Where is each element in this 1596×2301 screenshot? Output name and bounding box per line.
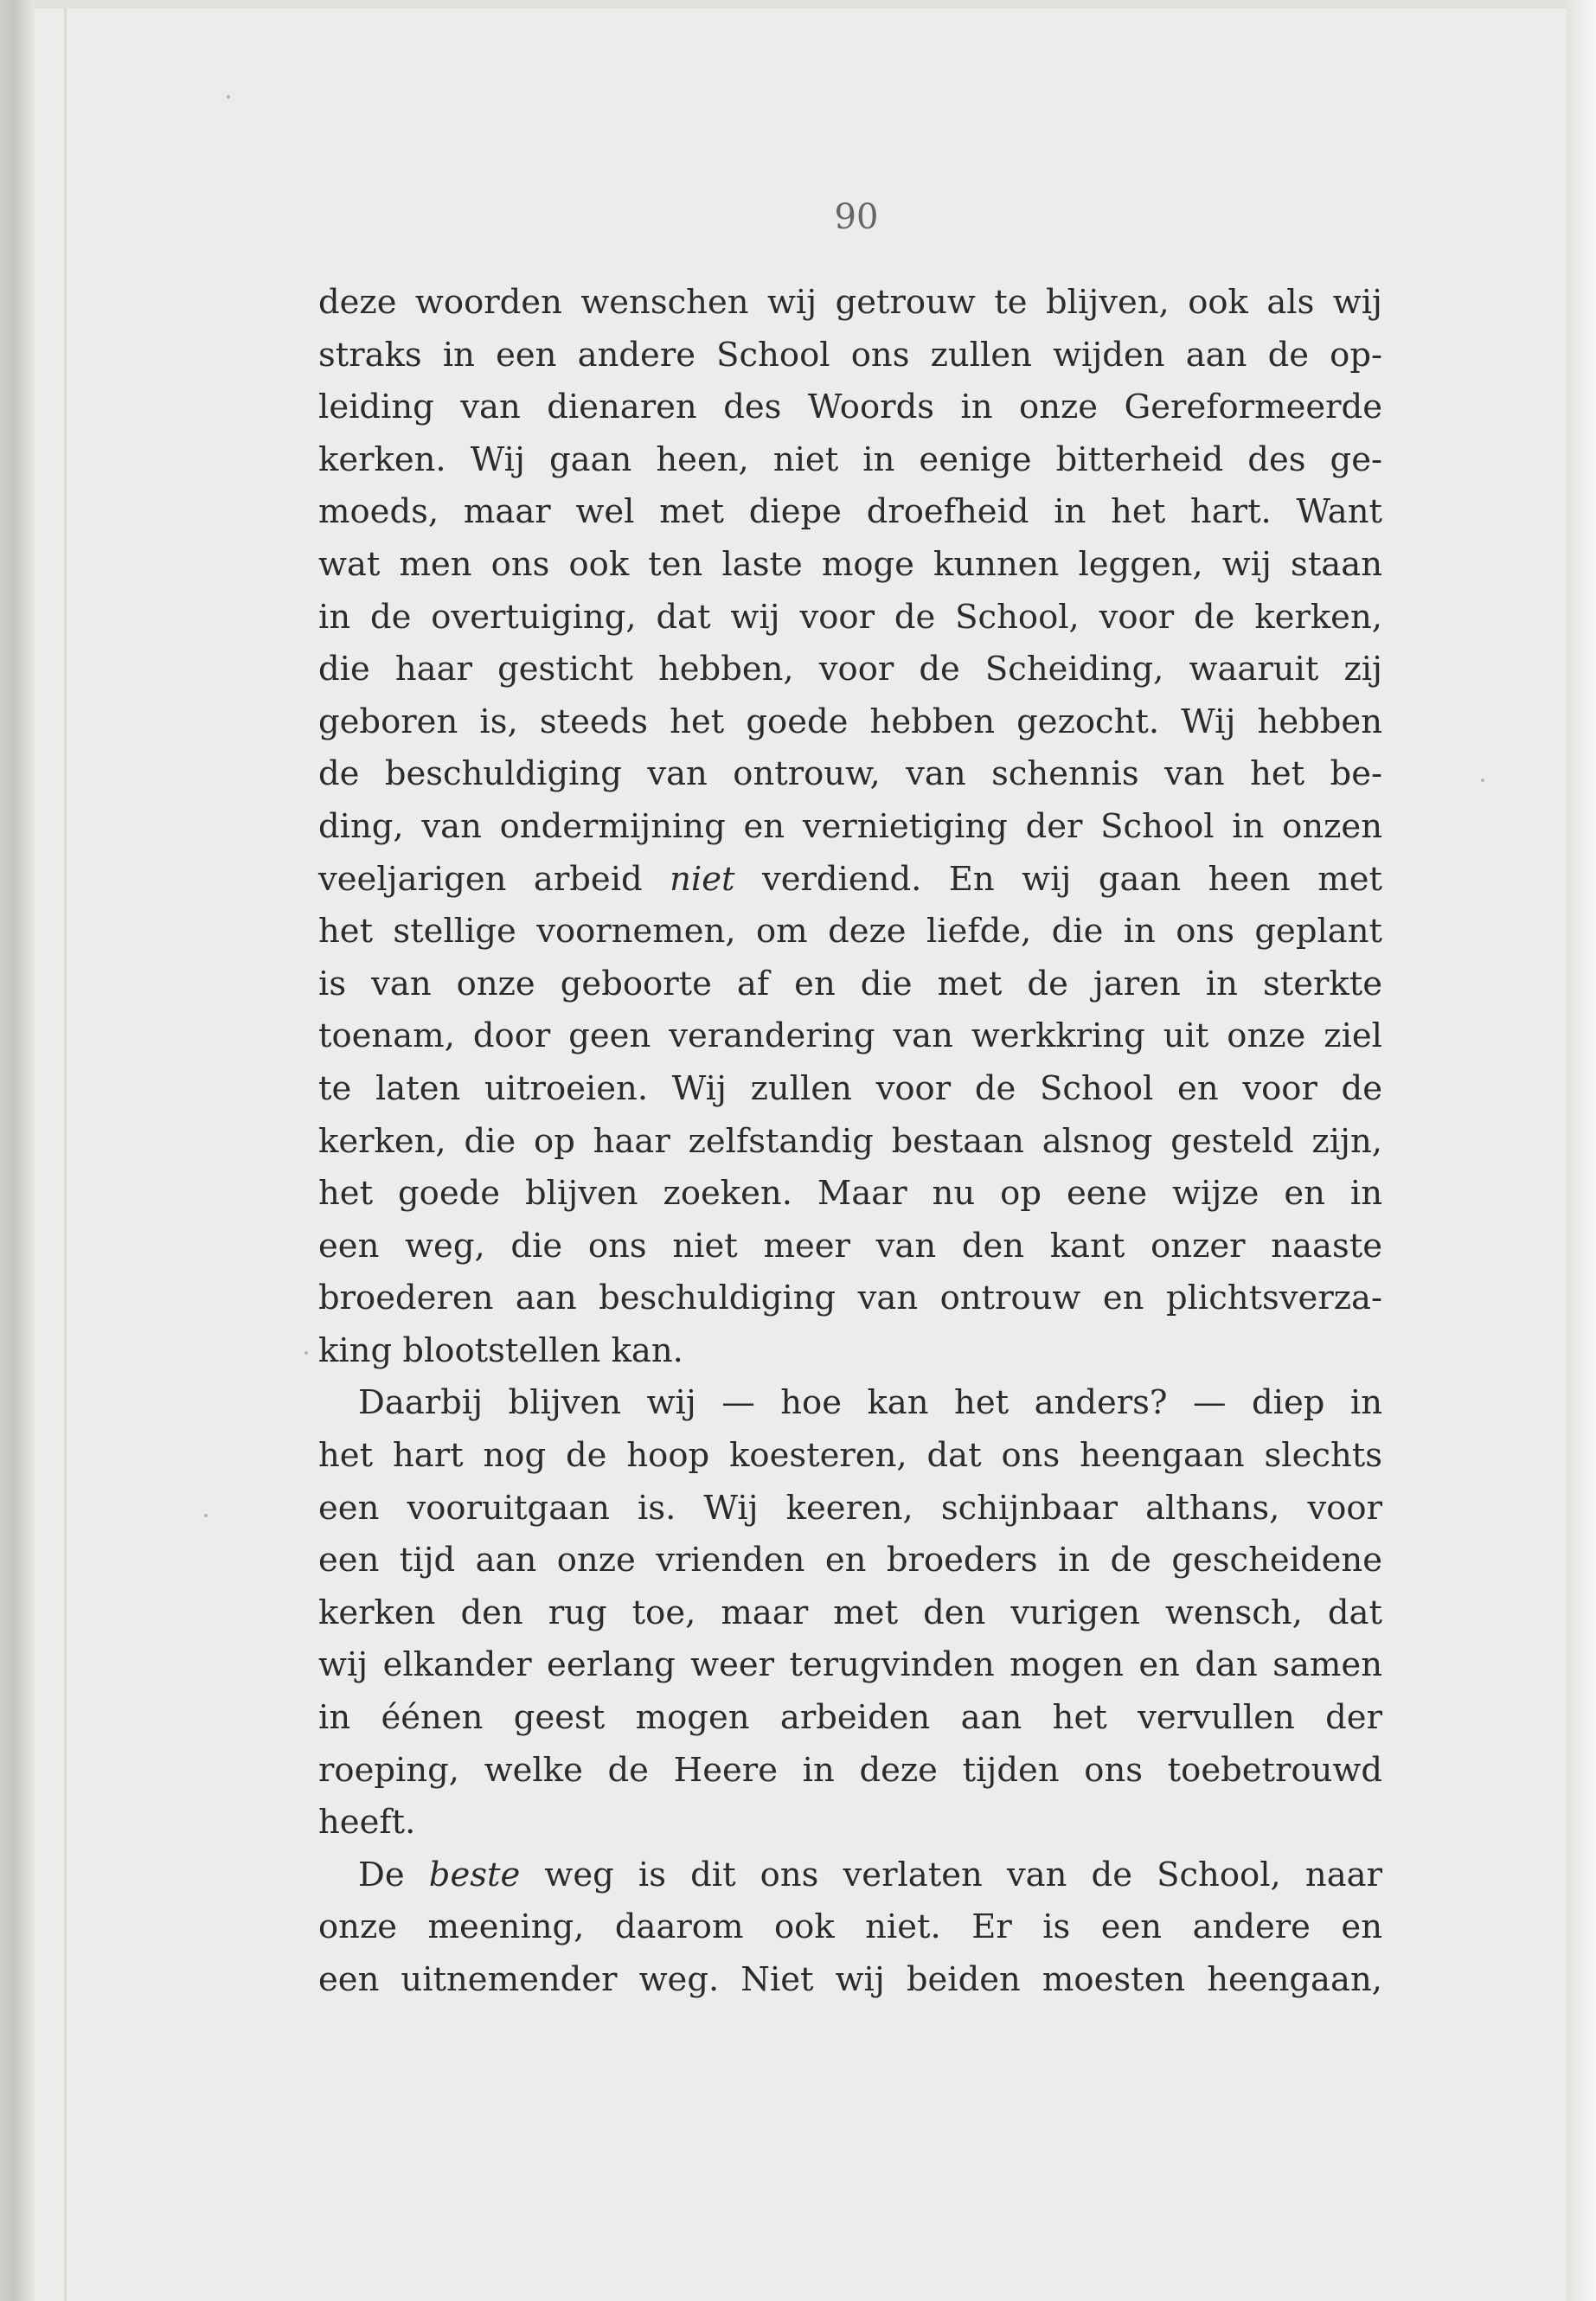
text-line: heeft. [318, 1803, 416, 1843]
text-line: De beste weg is dit ons verlaten van de School, naar [358, 1855, 1383, 1894]
text-line: onze meening, daarom ook niet. Er is een andere en [318, 1907, 1382, 1947]
text-line: een weg, die ons niet meer van den kant onzer naaste [318, 1226, 1382, 1266]
text-line: een tijd aan onze vrienden en broeders in de gescheidene [318, 1541, 1382, 1580]
body-text [318, 277, 1382, 2007]
text-line: geboren is, steeds het goede hebben gezocht. Wij hebben [318, 702, 1382, 741]
text-line: het goede blijven zoeken. Maar nu op eene wijze en in [318, 1174, 1382, 1214]
right-edge [1567, 0, 1596, 2301]
text-line: wat men ons ook ten laste moge kunnen leggen, wij staan [318, 544, 1382, 584]
paper-speck [1481, 779, 1484, 782]
text-line: straks in een andere School ons zullen wijden aan de op- [318, 335, 1382, 375]
text-line: in éénen geest mogen arbeiden aan het vervullen der [318, 1698, 1382, 1738]
text-line: toenam, door geen verandering van werkkring uit onze ziel [318, 1016, 1382, 1056]
text-line: roeping, welke de Heere in deze tijden ons toebetrouwd [318, 1750, 1382, 1790]
text-line: kerken, die op haar zelfstandig bestaan alsnog gesteld zijn, [318, 1121, 1382, 1161]
page-number: 90 [834, 197, 879, 237]
text-line: king blootstellen kan. [318, 1330, 683, 1370]
text-line: leiding van dienaren des Woords in onze Gereformeerde [318, 388, 1382, 427]
text-line: ding, van ondermijning en vernietiging der School in onzen [318, 806, 1382, 846]
text-line: te laten uitroeien. Wij zullen voor de School en voor de [318, 1068, 1382, 1108]
paper-speck [204, 1514, 208, 1517]
text-line: veeljarigen arbeid niet verdiend. En wij gaan heen met [318, 859, 1383, 899]
text-line: moeds, maar wel met diepe droefheid in het hart. Want [318, 492, 1382, 532]
emphasized-word: niet [670, 859, 735, 899]
text-line: die haar gesticht hebben, voor de Scheiding, waaruit zij [318, 650, 1382, 689]
paper-speck [227, 95, 230, 99]
text-line: Daarbij blijven wij — hoe kan het anders? — diep in [358, 1383, 1382, 1423]
book-gutter-shadow [0, 0, 35, 2301]
text-line: een uitnemender weg. Niet wij beiden moesten heengaan, [318, 1960, 1382, 1999]
paper-speck [304, 1351, 308, 1355]
text-line: het hart nog de hoop koesteren, dat ons heengaan slechts [318, 1436, 1382, 1476]
top-edge [35, 0, 1574, 9]
text-line: de beschuldiging van ontrouw, van schennis van het be- [318, 754, 1382, 794]
emphasized-word: beste [428, 1855, 521, 1894]
text-line: kerken den rug toe, maar met den vurigen wensch, dat [318, 1593, 1382, 1632]
page-edge-line [64, 0, 67, 2301]
text-line: wij elkander eerlang weer terugvinden mogen en dan samen [318, 1645, 1382, 1685]
text-line: het stellige voornemen, om deze liefde, die in ons geplant [318, 912, 1382, 952]
text-line: kerken. Wij gaan heen, niet in eenige bitterheid des ge- [318, 439, 1382, 479]
text-line: is van onze geboorte af en die met de jaren in sterkte [318, 964, 1382, 1003]
text-line: deze woorden wenschen wij getrouw te blijven, ook als wij [318, 283, 1382, 322]
text-line: in de overtuiging, dat wij voor de School, voor de kerken, [318, 597, 1382, 637]
text-line: een vooruitgaan is. Wij keeren, schijnbaar althans, voor [318, 1488, 1382, 1528]
text-line: broederen aan beschuldiging van ontrouw en plichtsverza- [318, 1279, 1382, 1318]
